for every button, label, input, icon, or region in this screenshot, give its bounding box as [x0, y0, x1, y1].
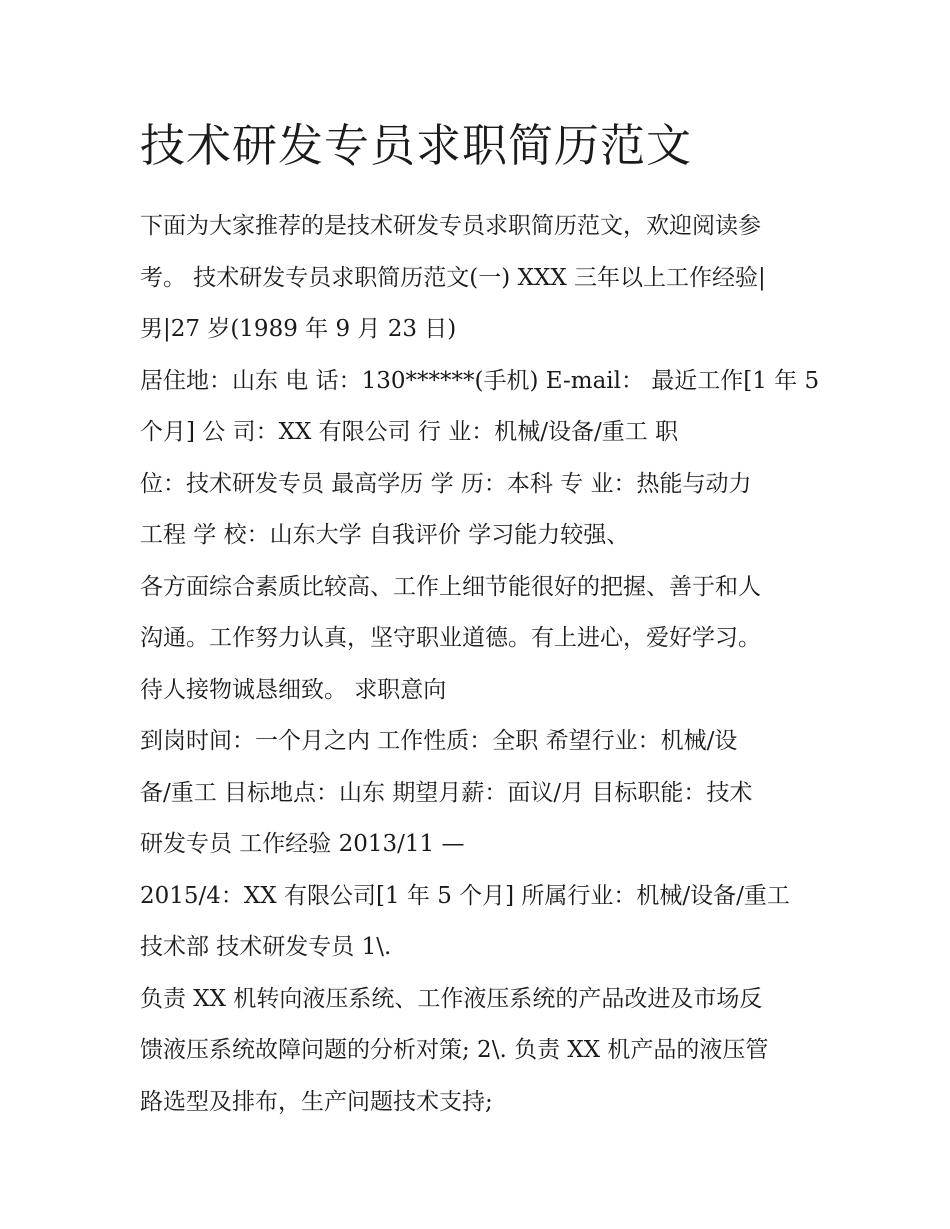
document-body	[140, 201, 820, 1128]
body-line: 路选型及排布，生产问题技术支持;	[140, 1088, 493, 1115]
body-line: 研发专员 工作经验 2013/11 —	[140, 831, 465, 857]
body-line: 工程 学 校：山东大学 自我评价 学习能力较强、	[140, 522, 630, 548]
body-line: 沟通。工作努力认真，坚守职业道德。有上进心，爱好学习。	[140, 625, 761, 651]
body-line: 下面为大家推荐的是技术研发专员求职简历范文，欢迎阅读参	[140, 213, 761, 239]
body-line: 负责 XX 机转向液压系统、工作液压系统的产品改进及市场反	[140, 985, 763, 1012]
body-line: 备/重工 目标地点：山东 期望月薪：面议/月 目标职能：技术	[140, 779, 753, 806]
body-line: 考。 技术研发专员求职简历范文(一) XXX 三年以上工作经验|	[140, 264, 766, 291]
body-line: 到岗时间：一个月之内 工作性质：全职 希望行业：机械/设	[140, 728, 738, 754]
body-line: 技术部 技术研发专员 1\.	[140, 934, 392, 960]
body-line: 待人接物诚恳细致。 求职意向	[140, 676, 447, 703]
body-line: 男|27 岁(1989 年 9 月 23 日)	[140, 316, 457, 342]
body-line: 各方面综合素质比较高、工作上细节能很好的把握、善于和人	[140, 573, 761, 600]
document-page	[140, 112, 820, 1128]
body-line: 2015/4：XX 有限公司[1 年 5 个月] 所属行业：机械/设备/重工	[140, 882, 790, 909]
body-line: 居住地：山东 电 话：130******(手机) E-mail： 最近工作[1 年 5	[140, 367, 820, 394]
body-line: 位：技术研发专员 最高学历 学 历：本科 专 业：热能与动力	[140, 470, 752, 497]
document-title: 技术研发专员求职简历范文	[140, 119, 693, 172]
body-line: 馈液压系统故障问题的分析对策; 2\. 负责 XX 机产品的液压管	[140, 1037, 769, 1063]
body-line: 个月] 公 司：XX 有限公司 行 业：机械/设备/重工 职	[140, 419, 679, 445]
